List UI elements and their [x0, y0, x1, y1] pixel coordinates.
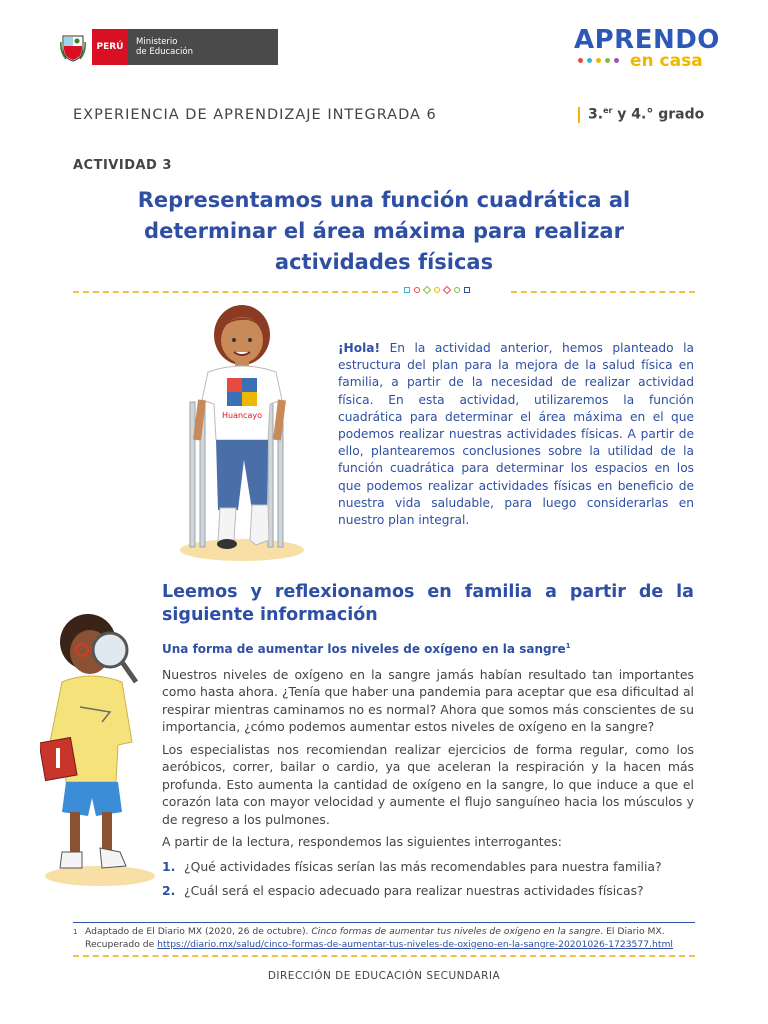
footnote-number: 1	[73, 928, 78, 936]
footnote-text-a: Adaptado de El Diario MX (2020, 26 de octubre).	[85, 926, 312, 937]
intro-greeting: ¡Hola!	[338, 341, 381, 355]
question-2-number: 2.	[162, 883, 176, 898]
paragraph-1: Nuestros niveles de oxígeno en la sangre jamás habían resultado tan importantes como hasta ahora. ¿Tenía que haber una pandemia para aceptar que esa dificultad al respirar mientras caminamos no es normal? Ahora que somos más conscientes de su importancia, ¿cómo podemos aumentar estos niveles de oxígeno en la sangre?	[162, 667, 694, 735]
government-logo	[60, 29, 278, 65]
subheading-footnote-ref: 1	[565, 642, 571, 650]
question-1	[162, 859, 662, 874]
peru-label: PERÚ	[92, 29, 128, 65]
ministry-label	[128, 29, 278, 65]
logo-dots	[578, 58, 619, 63]
section-heading: Leemos y reflexionamos en familia a partir de la siguiente información	[162, 582, 694, 625]
question-1-number: 1.	[162, 859, 176, 874]
grade-divider	[578, 107, 580, 123]
footnote-recovered: Recuperado de	[85, 938, 158, 950]
page-footer: DIRECCIÓN DE EDUCACIÓN SECUNDARIA	[267, 970, 501, 982]
section-subheading-text: Una forma de aumentar los niveles de oxígeno en la sangre	[162, 642, 566, 656]
footnote-link[interactable]: https://diario.mx/salud/cinco-formas-de-aumentar-tus-niveles-de-oxigeno-en-la-sangre-20201026-1723577.html	[157, 938, 673, 950]
title-divider	[73, 291, 695, 293]
footnote	[73, 926, 695, 951]
intro-paragraph	[338, 340, 694, 529]
intro-text: En la actividad anterior, hemos planteado la estructura del plan para la mejora de la salud física en familia, a partir de la necesidad de realizar actividad física. En esta actividad, utilizaremos la función cuadrática para determinar el área máxima en el que podemos realizar nuestras actividades físicas. A partir de ello, plantearemos conclusiones sobre la utilidad de la función cuadrática para determinar los espacios en los que podemos realizar actividades físicas en beneficio de nuestra vida saludable, para luego considerarlas en nuestro plan integral.	[338, 341, 694, 528]
coat-of-arms-icon	[60, 32, 86, 62]
paragraph-2: Los especialistas nos recomiendan realizar ejercicios de forma regular, como los aeróbicos, correr, bailar o cardio, ya que aceleran la respiración y la hacen más profunda. Esto aumenta la cantidad de oxígeno en la sangre, lo que induce a que el corazón lata con mayor velocidad y aumente el flujo sanguíneo hacia los músculos y de regreso a los pulmones.	[162, 742, 694, 827]
paragraph-3: A partir de la lectura, respondemos las siguientes interrogantes:	[162, 834, 562, 849]
footnote-text-b: . El Diario MX.	[600, 926, 665, 937]
experience-title: EXPERIENCIA DE APRENDIZAJE INTEGRADA 6	[73, 107, 437, 123]
boy-with-magnifier-illustration	[40, 612, 160, 888]
ministry-line-2: de Educación	[136, 47, 193, 57]
aprendo-en-casa-logo	[574, 25, 720, 72]
logo-sub-text: en casa	[630, 51, 703, 71]
page-header	[0, 0, 768, 80]
footer-divider	[73, 955, 695, 957]
ministry-line-1: Ministerio	[136, 37, 178, 47]
activity-label: ACTIVIDAD 3	[73, 158, 172, 173]
page-title: Representamos una función cuadrática al determinar el área máxima para realizar actividades físicas	[137, 188, 631, 274]
logo-main-text: APRENDO	[574, 25, 720, 55]
grade-first-sup: er	[603, 106, 613, 115]
question-1-text: ¿Qué actividades físicas serían las más recomendables para nuestra familia?	[184, 859, 662, 874]
footnote-rule	[73, 922, 695, 923]
question-2-text: ¿Cuál será el espacio adecuado para realizar nuestras actividades físicas?	[184, 883, 644, 898]
grade-rest: y 4.° grado	[612, 106, 705, 123]
grade-first: 3.	[588, 106, 604, 123]
divider-shapes	[404, 287, 470, 293]
grade-label	[578, 106, 704, 123]
section-subheading	[162, 642, 571, 656]
footnote-italic: Cinco formas de aumentar tus niveles de oxígeno en la sangre	[311, 926, 601, 937]
shirt-text: Huancayo	[222, 411, 262, 420]
question-2	[162, 883, 644, 898]
girl-with-crutches-illustration	[172, 300, 312, 565]
